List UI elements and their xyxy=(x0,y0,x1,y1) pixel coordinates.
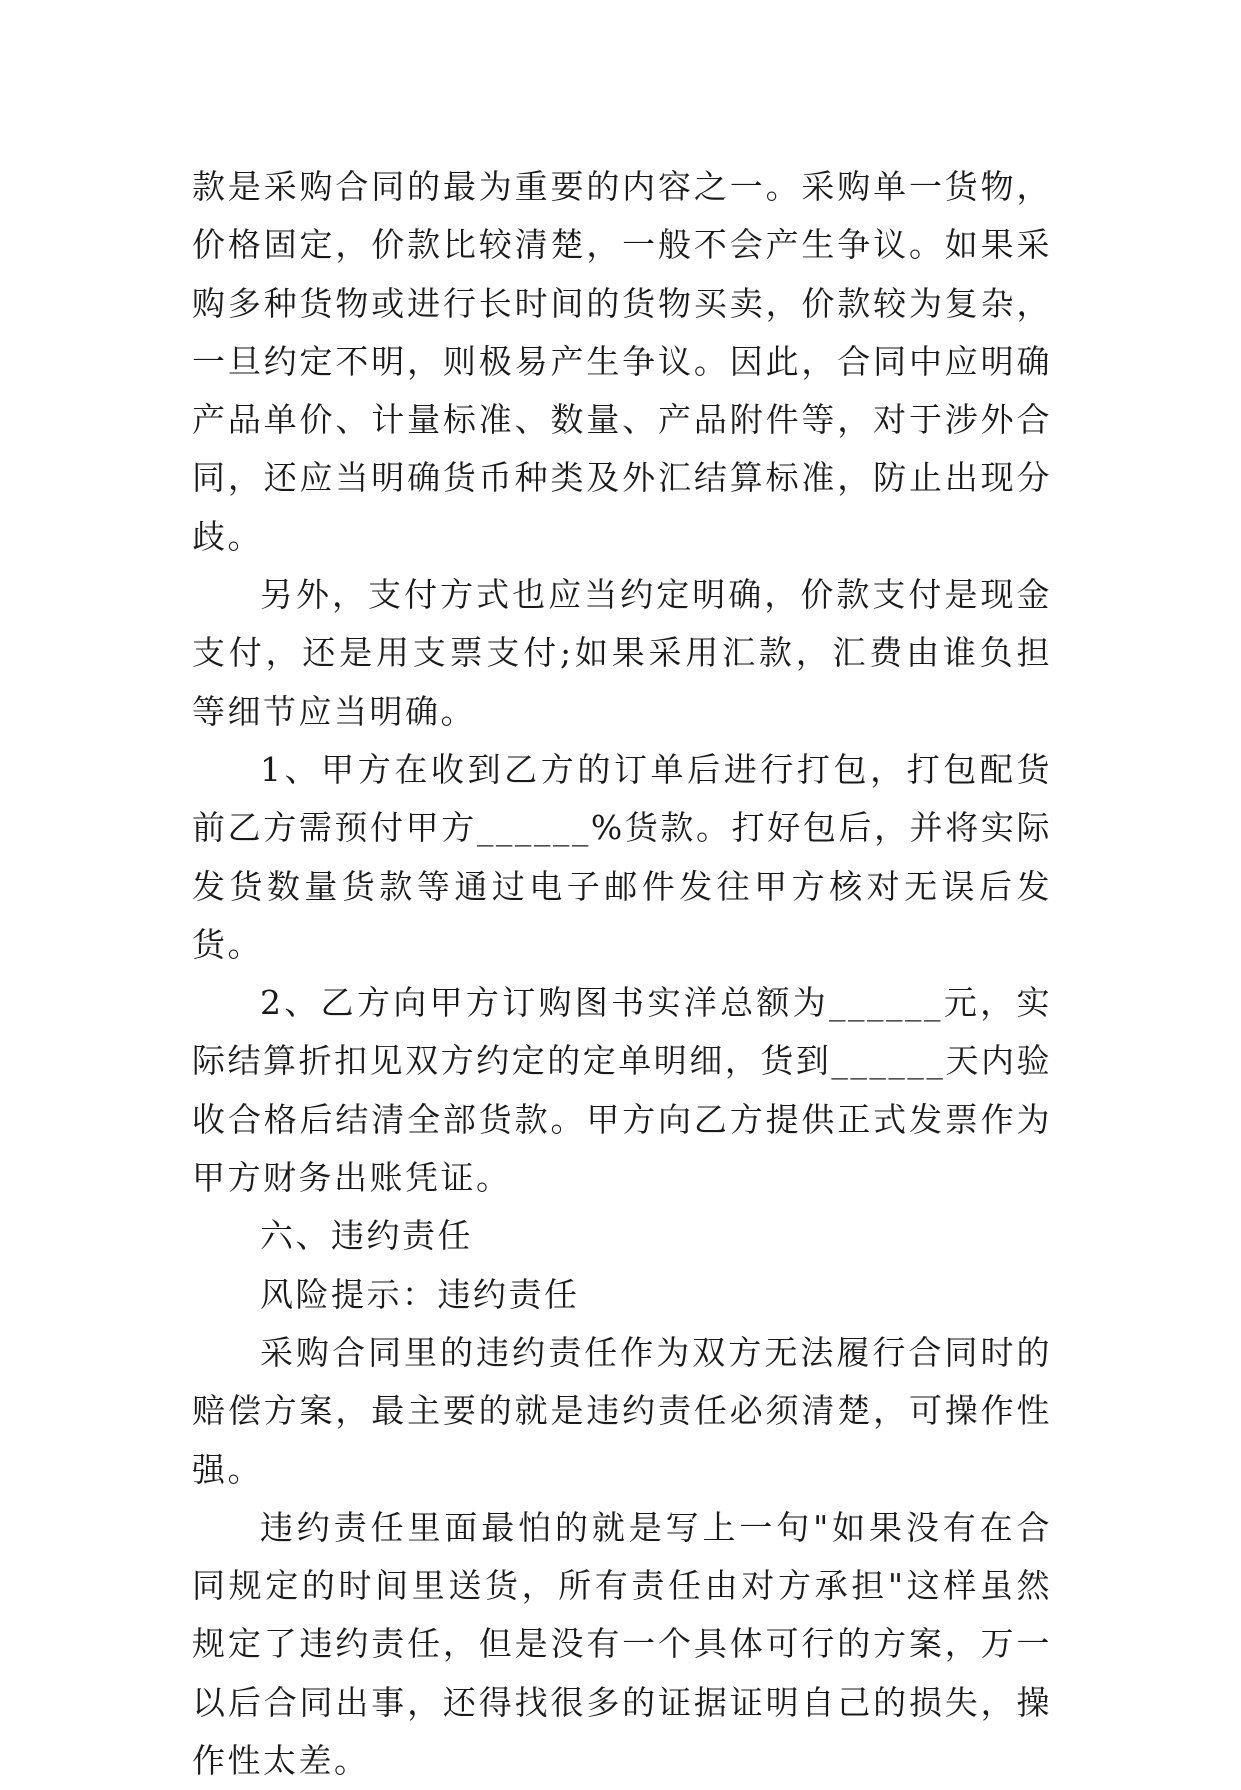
section-heading-liability: 六、违约责任 xyxy=(260,1216,473,1256)
paragraph-clause-2: 2、乙方向甲方订购图书实洋总额为______元，实际结算折扣见双方约定的定单明细，货到______天内验收合格后结清全部货款。甲方向乙方提供正式发票作为甲方财务出账凭证。 xyxy=(192,983,1052,1198)
risk-tip-heading: 风险提示：违约责任 xyxy=(260,1274,580,1314)
paragraph-price-clause: 款是采购合同的最为重要的内容之一。采购单一货物，价格固定，价款比较清楚，一般不会产生争议。如果采购多种货物或进行长时间的货物买卖，价款较为复杂，一旦约定不明，则极易产生争议。因此，合同中应明确产品单价、计量标准、数量、产品附件等，对于涉外合同，还应当明确货币种类及外汇结算标准，防止出现分歧。 xyxy=(192,167,1052,556)
paragraph-liability-warning: 违约责任里面最怕的就是写上一句"如果没有在合同规定的时间里送货，所有责任由对方承担"这样虽然规定了违约责任，但是没有一个具体可行的方案，万一以后合同出事，还得找很多的证据证明自己的损失，操作性太差。 xyxy=(192,1507,1052,1781)
paragraph-payment-method: 另外，支付方式也应当约定明确，价款支付是现金支付，还是用支票支付;如果采用汇款，汇费由谁负担等细节应当明确。 xyxy=(192,575,1052,731)
paragraph-liability-intro: 采购合同里的违约责任作为双方无法履行合同时的赔偿方案，最主要的就是违约责任必须清楚，可操作性强。 xyxy=(192,1332,1052,1489)
document-body xyxy=(192,158,1052,1790)
paragraph-clause-1: 1、甲方在收到乙方的订单后进行打包，打包配货前乙方需预付甲方______%货款。打好包后，并将实际发货数量货款等通过电子邮件发往甲方核对无误后发货。 xyxy=(192,749,1052,964)
